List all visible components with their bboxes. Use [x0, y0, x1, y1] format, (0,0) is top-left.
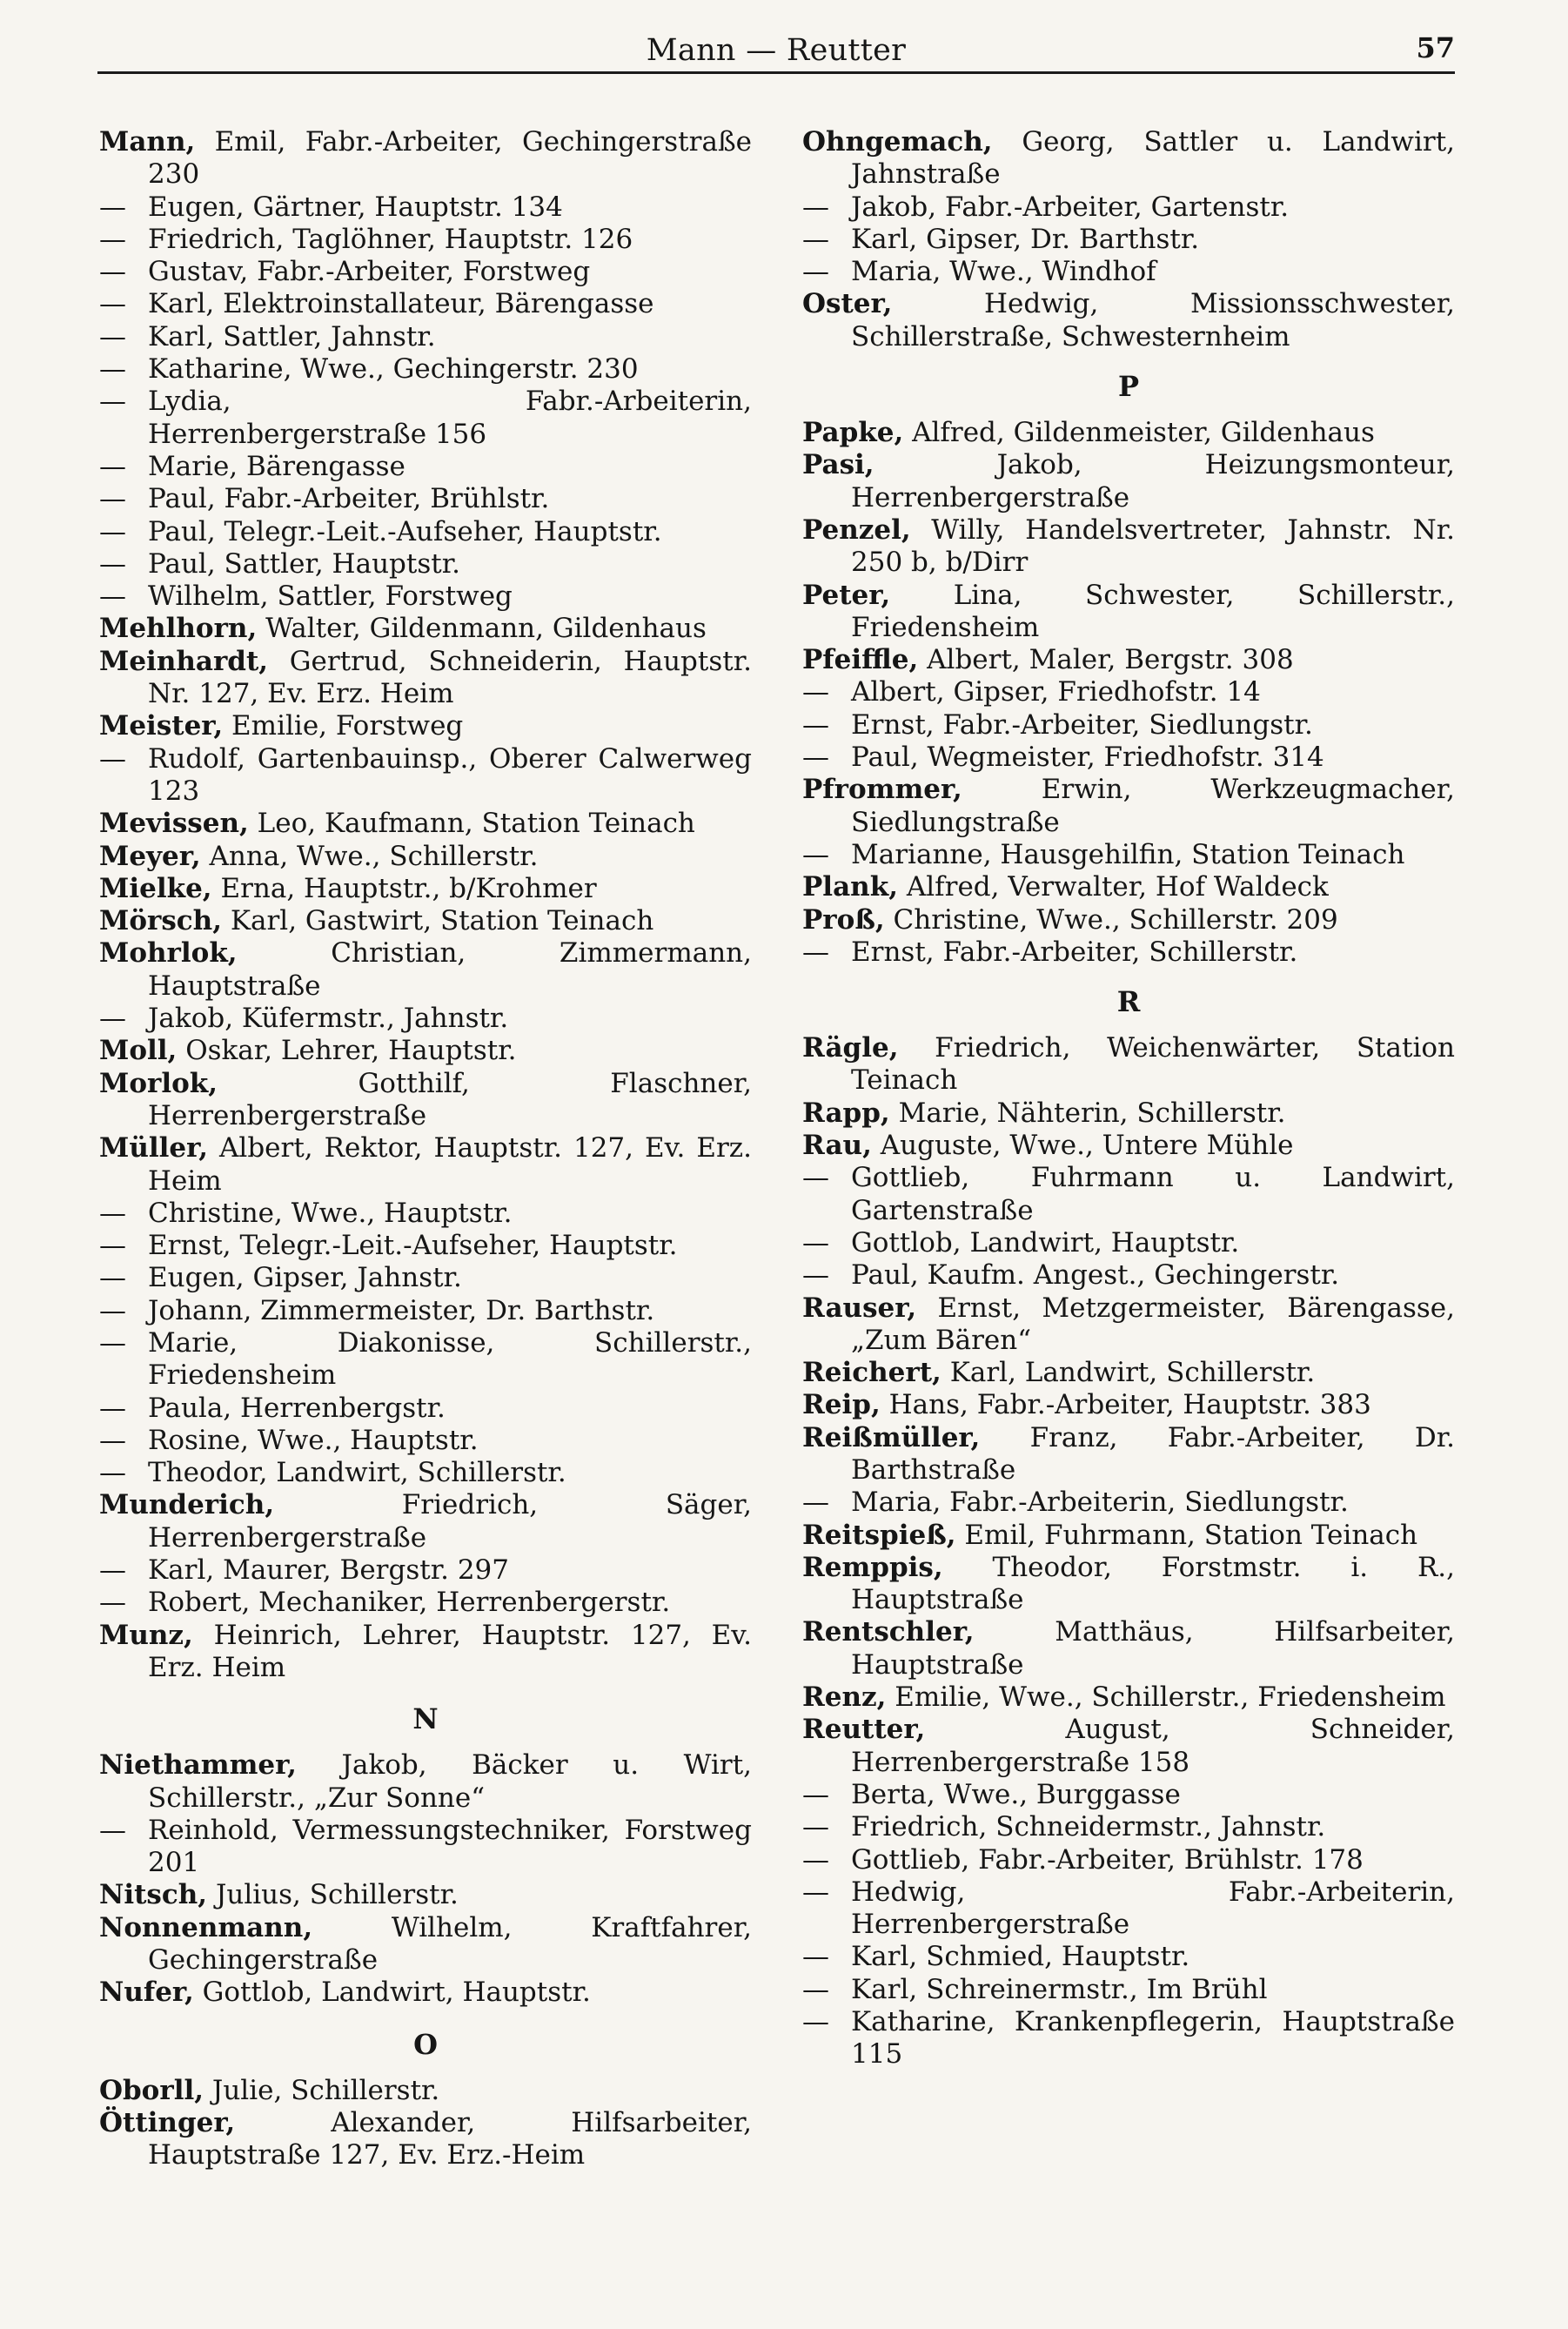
entry-details: Ernst, Metzgermeister, Bärengasse, „Zum Bären“ — [851, 1292, 1455, 1356]
entry-details: Rudolf, Gartenbauinsp., Oberer Calwerweg 123 — [148, 742, 752, 807]
entry-dash: — — [99, 515, 126, 547]
entry-dash: — — [99, 1197, 126, 1229]
entry-details: Christine, Wwe., Schillerstr. 209 — [893, 903, 1338, 936]
entry-details: Karl, Gipser, Dr. Barthstr. — [851, 223, 1200, 255]
directory-subentry — [99, 1262, 752, 1294]
directory-entry — [99, 1620, 752, 1685]
directory-entry — [802, 580, 1455, 645]
entry-details: Friedrich, Weichenwärter, Station Teinach — [851, 1032, 1456, 1097]
directory-subentry — [802, 709, 1455, 742]
entry-surname: Nonnenmann, — [99, 1911, 313, 1943]
entry-dash: — — [99, 223, 126, 255]
directory-subentry — [802, 1227, 1455, 1259]
entry-dash: — — [99, 450, 126, 482]
entry-surname: Pfrommer, — [802, 774, 962, 806]
entry-surname: Reip, — [802, 1389, 881, 1421]
entry-surname: Papke, — [802, 417, 904, 449]
directory-subentry — [99, 516, 752, 548]
entry-details: Paula, Herrenbergstr. — [148, 1392, 446, 1424]
entry-surname: Nitsch, — [99, 1879, 208, 1911]
entry-details: Eugen, Gärtner, Hauptstr. 134 — [148, 191, 563, 223]
entry-surname: Oborll, — [99, 2074, 204, 2106]
entry-details: Karl, Sattler, Jahnstr. — [148, 320, 436, 352]
entry-details: Albert, Maler, Bergstr. 308 — [927, 644, 1294, 676]
entry-details: Erna, Hauptstr., b/Krohmer — [220, 872, 597, 904]
entry-details: Gustav, Fabr.-Arbeiter, Forstweg — [148, 256, 591, 288]
entry-details: Karl, Schmied, Hauptstr. — [851, 1941, 1190, 1973]
directory-subentry — [802, 1487, 1455, 1519]
entry-dash: — — [99, 1392, 126, 1424]
directory-entry — [802, 1422, 1455, 1487]
section-letter: R — [1116, 985, 1141, 1019]
directory-subentry — [802, 2006, 1455, 2071]
entry-details: Theodor, Landwirt, Schillerstr. — [148, 1457, 566, 1489]
directory-entry — [802, 904, 1455, 936]
entry-surname: Plank, — [802, 871, 898, 903]
directory-entry — [802, 1130, 1455, 1162]
entry-details: Emilie, Wwe., Schillerstr., Friedensheim — [895, 1681, 1446, 1714]
entry-details: Paul, Telegr.-Leit.-Aufseher, Hauptstr. — [148, 515, 662, 547]
entry-details: Jakob, Heizungsmonteur, Herrenbergerstraße — [851, 449, 1456, 513]
entry-dash: — — [802, 708, 829, 741]
directory-subentry — [99, 1393, 752, 1425]
directory-subentry — [802, 1974, 1455, 2006]
entry-surname: Oster, — [802, 288, 893, 320]
entry-surname: Munderich, — [99, 1489, 275, 1521]
directory-entry — [802, 871, 1455, 903]
directory-subentry — [99, 288, 752, 320]
entry-dash: — — [802, 936, 829, 968]
entry-dash: — — [802, 1778, 829, 1810]
directory-entry — [99, 2107, 752, 2172]
entry-surname: Mielke, — [99, 872, 212, 904]
entry-dash: — — [99, 1587, 126, 1619]
entry-dash: — — [99, 1003, 126, 1035]
entry-details: Ernst, Telegr.-Leit.-Aufseher, Hauptstr. — [148, 1230, 678, 1262]
entry-details: Walter, Gildenmann, Gildenhaus — [265, 613, 707, 645]
entry-details: Marie, Nähterin, Schillerstr. — [898, 1097, 1286, 1129]
entry-surname: Rägle, — [802, 1032, 899, 1064]
entry-details: Emil, Fabr.-Arbeiter, Gechingerstraße 230 — [148, 126, 752, 191]
directory-entry — [802, 1520, 1455, 1552]
entry-details: Paul, Fabr.-Arbeiter, Brühlstr. — [148, 483, 550, 515]
entry-surname: Rentschler, — [802, 1616, 975, 1648]
directory-subentry — [99, 1003, 752, 1035]
entry-details: Hans, Fabr.-Arbeiter, Hauptstr. 383 — [888, 1389, 1371, 1421]
directory-subentry — [802, 936, 1455, 969]
entry-dash: — — [802, 1487, 829, 1519]
entry-surname: Mörsch, — [99, 905, 222, 937]
entry-surname: Meister, — [99, 710, 224, 742]
directory-subentry — [99, 548, 752, 581]
section-letter: N — [412, 1702, 439, 1736]
directory-subentry — [99, 386, 752, 451]
directory-entry — [99, 1912, 752, 1977]
entry-dash: — — [99, 353, 126, 386]
entry-details: August, Schneider, Herrenbergerstraße 158 — [851, 1714, 1456, 1778]
directory-entry — [802, 288, 1455, 353]
directory-entry — [99, 937, 752, 1003]
entry-surname: Munz, — [99, 1619, 193, 1651]
entry-details: Karl, Elektroinstallateur, Bärengasse — [148, 288, 654, 320]
entry-dash: — — [99, 1262, 126, 1294]
entry-details: Christine, Wwe., Hauptstr. — [148, 1197, 513, 1229]
entry-dash: — — [802, 223, 829, 255]
entry-dash: — — [802, 1226, 829, 1258]
directory-entry — [802, 1292, 1455, 1358]
entry-dash: — — [802, 742, 829, 774]
directory-entry — [99, 1879, 752, 1911]
entry-surname: Morlok, — [99, 1067, 218, 1099]
entry-details: Reinhold, Vermessungstechniker, Forstweg 201 — [148, 1814, 752, 1879]
directory-entry — [99, 1132, 752, 1198]
entry-dash: — — [99, 1457, 126, 1489]
entry-dash: — — [99, 483, 126, 515]
entry-dash: — — [802, 2006, 829, 2038]
entry-surname: Mohrlok, — [99, 937, 238, 970]
directory-entry — [99, 1035, 752, 1067]
directory-entry — [99, 1977, 752, 2009]
entry-details: Robert, Mechaniker, Herrenbergerstr. — [148, 1587, 671, 1619]
entry-dash: — — [99, 1424, 126, 1456]
directory-entry — [802, 126, 1455, 191]
directory-entry — [99, 2075, 752, 2107]
directory-subentry — [802, 839, 1455, 871]
directory-entry — [802, 1552, 1455, 1617]
directory-entry — [99, 646, 752, 711]
directory-entry — [802, 1389, 1455, 1421]
entry-details: Karl, Landwirt, Schillerstr. — [949, 1357, 1316, 1389]
section-letter: O — [413, 2027, 438, 2061]
entry-surname: Mann, — [99, 126, 196, 158]
entry-surname: Mevissen, — [99, 808, 249, 840]
directory-entry — [99, 1489, 752, 1554]
entry-details: Gotthilf, Flaschner, Herrenbergerstraße — [148, 1067, 753, 1131]
directory-subentry — [99, 1230, 752, 1262]
directory-subentry — [99, 321, 752, 353]
directory-subentry — [99, 1327, 752, 1393]
entry-details: Gertrud, Schneiderin, Hauptstr. Nr. 127, Ev. Erz. Heim — [148, 645, 752, 710]
directory-entry — [99, 1749, 752, 1815]
entry-details: Wilhelm, Sattler, Forstweg — [148, 581, 513, 613]
directory-entry — [802, 417, 1455, 449]
directory-entry — [802, 1616, 1455, 1681]
entry-details: Julie, Schillerstr. — [211, 2074, 440, 2106]
entry-dash: — — [99, 1814, 126, 1846]
entry-surname: Pasi, — [802, 449, 874, 481]
entry-details: Matthäus, Hilfsarbeiter, Hauptstraße — [851, 1616, 1455, 1681]
entry-dash: — — [802, 1973, 829, 2005]
directory-entry — [802, 774, 1455, 839]
entry-surname: Ohngemach, — [802, 126, 993, 158]
directory-entry — [99, 841, 752, 873]
entry-details: Theodor, Forstmstr. i. R., Hauptstraße — [851, 1551, 1456, 1616]
directory-entry — [99, 905, 752, 937]
entry-details: Erwin, Werkzeugmacher, Siedlungstraße — [851, 774, 1455, 838]
section-letter: P — [1117, 370, 1140, 404]
entry-details: Georg, Sattler u. Landwirt, Jahnstraße — [851, 126, 1456, 191]
entry-surname: Penzel, — [802, 513, 911, 546]
entry-details: Julius, Schillerstr. — [215, 1879, 459, 1911]
entry-details: Franz, Fabr.-Arbeiter, Dr. Barthstraße — [851, 1421, 1455, 1486]
entry-details: Johann, Zimmermeister, Dr. Barthstr. — [148, 1294, 655, 1326]
entry-details: Albert, Gipser, Friedhofstr. 14 — [851, 676, 1261, 708]
directory-entry — [99, 613, 752, 645]
entry-details: Karl, Schreinermstr., Im Brühl — [851, 1973, 1268, 2005]
directory-subentry — [99, 1425, 752, 1457]
directory-entry — [802, 644, 1455, 676]
directory-subentry — [802, 224, 1455, 256]
entry-details: Maria, Wwe., Windhof — [851, 256, 1156, 288]
entry-details: Alfred, Verwalter, Hof Waldeck — [906, 871, 1329, 903]
directory-subentry — [802, 1779, 1455, 1811]
entry-details: Willy, Handelsvertreter, Jahnstr. Nr. 250 b, b/Dirr — [851, 513, 1455, 579]
entry-details: Gottlieb, Fuhrmann u. Landwirt, Gartenstraße — [851, 1162, 1455, 1226]
directory-entry — [99, 1068, 752, 1133]
entry-details: Anna, Wwe., Schillerstr. — [209, 840, 539, 872]
entry-details: Christian, Zimmermann, Hauptstraße — [148, 937, 752, 1002]
entry-dash: — — [99, 191, 126, 223]
entry-details: Katharine, Wwe., Gechingerstr. 230 — [148, 353, 639, 386]
entry-surname: Mehlhorn, — [99, 613, 258, 645]
right-column — [802, 126, 1455, 2071]
entry-details: Maria, Fabr.-Arbeiterin, Siedlungstr. — [851, 1487, 1349, 1519]
directory-subentry — [802, 742, 1455, 774]
entry-details: Katharine, Krankenpflegerin, Hauptstraße 115 — [851, 2006, 1455, 2071]
entry-dash: — — [99, 1554, 126, 1587]
entry-surname: Meyer, — [99, 840, 201, 872]
entry-details: Hedwig, Fabr.-Arbeiterin, Herrenbergerstraße — [851, 1876, 1455, 1941]
directory-entry — [802, 1681, 1455, 1714]
directory-subentry — [802, 1162, 1455, 1227]
directory-subentry — [802, 1876, 1455, 1942]
entry-details: Ernst, Fabr.-Arbeiter, Siedlungstr. — [851, 708, 1313, 741]
page-number: 57 — [1416, 31, 1455, 64]
entry-dash: — — [99, 547, 126, 580]
left-column — [99, 126, 752, 2172]
entry-surname: Öttinger, — [99, 2106, 236, 2138]
entry-details: Ernst, Fabr.-Arbeiter, Schillerstr. — [851, 936, 1298, 968]
directory-subentry — [99, 743, 752, 809]
directory-subentry — [99, 256, 752, 288]
directory-subentry — [99, 451, 752, 483]
entry-details: Oskar, Lehrer, Hauptstr. — [185, 1035, 517, 1067]
directory-subentry — [99, 224, 752, 256]
directory-subentry — [802, 256, 1455, 288]
entry-details: Gottlob, Landwirt, Hauptstr. — [202, 1977, 591, 2009]
entry-details: Friedrich, Taglöhner, Hauptstr. 126 — [148, 223, 633, 255]
directory-entry — [802, 1097, 1455, 1130]
directory-subentry — [99, 353, 752, 386]
entry-details: Lina, Schwester, Schillerstr., Friedensheim — [851, 579, 1455, 643]
directory-subentry — [99, 1815, 752, 1880]
entry-dash: — — [99, 1326, 126, 1359]
directory-subentry — [802, 1811, 1455, 1843]
entry-surname: Reißmüller, — [802, 1421, 981, 1453]
entry-dash: — — [802, 191, 829, 223]
entry-dash: — — [802, 676, 829, 708]
directory-subentry — [99, 191, 752, 224]
entry-details: Marie, Bärengasse — [148, 450, 405, 482]
entry-details: Paul, Sattler, Hauptstr. — [148, 547, 460, 580]
entry-details: Auguste, Wwe., Untere Mühle — [880, 1130, 1294, 1162]
entry-dash: — — [99, 320, 126, 352]
entry-details: Rosine, Wwe., Hauptstr. — [148, 1424, 479, 1456]
entry-surname: Peter, — [802, 579, 891, 611]
directory-subentry — [99, 581, 752, 613]
entry-details: Gottlieb, Fabr.-Arbeiter, Brühlstr. 178 — [851, 1843, 1364, 1876]
entry-details: Berta, Wwe., Burggasse — [851, 1778, 1181, 1810]
entry-dash: — — [99, 1230, 126, 1262]
directory-entry — [99, 808, 752, 840]
entry-details: Wilhelm, Kraftfahrer, Gechingerstraße — [148, 1911, 752, 1977]
entry-dash: — — [802, 1162, 829, 1194]
directory-subentry — [99, 1295, 752, 1327]
entry-details: Emilie, Forstweg — [231, 710, 464, 742]
directory-subentry — [99, 1554, 752, 1587]
entry-details: Albert, Rektor, Hauptstr. 127, Ev. Erz. Heim — [148, 1132, 752, 1197]
entry-details: Hedwig, Missionsschwester, Schillerstraße, Schwesternheim — [851, 288, 1456, 352]
directory-subentry — [802, 191, 1455, 224]
directory-subentry — [99, 483, 752, 515]
entry-details: Jakob, Küfermstr., Jahnstr. — [148, 1003, 509, 1035]
entry-details: Paul, Wegmeister, Friedhofstr. 314 — [851, 742, 1324, 774]
entry-details: Friedrich, Schneidermstr., Jahnstr. — [851, 1811, 1326, 1843]
entry-surname: Rapp, — [802, 1097, 890, 1129]
directory-subentry — [99, 1457, 752, 1489]
entry-dash: — — [802, 1259, 829, 1292]
directory-entry — [802, 449, 1455, 514]
directory-entry — [802, 514, 1455, 580]
entry-surname: Reutter, — [802, 1714, 926, 1746]
entry-dash: — — [802, 1876, 829, 1908]
entry-details: Marie, Diakonisse, Schillerstr., Friedensheim — [148, 1326, 752, 1392]
entry-details: Friedrich, Säger, Herrenbergerstraße — [148, 1489, 752, 1554]
entry-details: Marianne, Hausgehilfin, Station Teinach — [851, 838, 1405, 870]
directory-entry — [802, 1032, 1455, 1097]
page-header — [97, 26, 1455, 74]
directory-entry — [802, 1714, 1455, 1779]
entry-surname: Meinhardt, — [99, 645, 269, 677]
entry-surname: Proß, — [802, 903, 885, 936]
entry-dash: — — [99, 1294, 126, 1326]
directory-entry — [99, 873, 752, 905]
entry-dash: — — [802, 1941, 829, 1973]
entry-details: Karl, Gastwirt, Station Teinach — [230, 905, 654, 937]
entry-dash: — — [802, 256, 829, 288]
entry-surname: Niethammer, — [99, 1749, 297, 1782]
entry-dash: — — [802, 1843, 829, 1876]
directory-subentry — [99, 1198, 752, 1230]
entry-details: Jakob, Fabr.-Arbeiter, Gartenstr. — [851, 191, 1290, 223]
entry-dash: — — [802, 1811, 829, 1843]
entry-dash: — — [99, 256, 126, 288]
entry-details: Jakob, Bäcker u. Wirt, Schillerstr., „Zur Sonne“ — [148, 1749, 753, 1814]
directory-entry — [99, 126, 752, 191]
entry-details: Eugen, Gipser, Jahnstr. — [148, 1262, 462, 1294]
entry-surname: Nufer, — [99, 1977, 194, 2009]
entry-details: Paul, Kaufm. Angest., Gechingerstr. — [851, 1259, 1340, 1292]
entry-details: Emil, Fuhrmann, Station Teinach — [964, 1519, 1418, 1551]
directory-subentry — [802, 1941, 1455, 1973]
entry-details: Lydia, Fabr.-Arbeiterin, Herrenbergerstraße 156 — [148, 386, 752, 450]
entry-dash: — — [99, 288, 126, 320]
running-head: Mann — Reutter — [646, 33, 907, 68]
entry-dash: — — [99, 581, 126, 613]
directory-entry — [99, 710, 752, 742]
entry-details: Alfred, Gildenmeister, Gildenhaus — [912, 417, 1375, 449]
entry-surname: Remppis, — [802, 1551, 943, 1583]
entry-details: Karl, Maurer, Bergstr. 297 — [148, 1554, 510, 1587]
directory-entry — [802, 1357, 1455, 1389]
entry-surname: Rauser, — [802, 1292, 917, 1324]
directory-subentry — [802, 676, 1455, 708]
entry-surname: Pfeiffle, — [802, 644, 919, 676]
directory-subentry — [802, 1259, 1455, 1292]
entry-surname: Moll, — [99, 1035, 178, 1067]
entry-dash: — — [802, 838, 829, 870]
entry-details: Leo, Kaufmann, Station Teinach — [257, 808, 695, 840]
entry-surname: Reichert, — [802, 1357, 941, 1389]
directory-subentry — [99, 1587, 752, 1619]
entry-surname: Reitspieß, — [802, 1519, 956, 1551]
entry-details: Alexander, Hilfsarbeiter, Hauptstraße 127, Ev. Erz.-Heim — [148, 2106, 752, 2171]
entry-details: Heinrich, Lehrer, Hauptstr. 127, Ev. Erz. Heim — [148, 1619, 752, 1683]
entry-surname: Renz, — [802, 1681, 887, 1714]
entry-surname: Müller, — [99, 1132, 208, 1164]
entry-surname: Rau, — [802, 1130, 872, 1162]
entry-dash: — — [99, 742, 126, 775]
directory-subentry — [802, 1844, 1455, 1876]
entry-details: Gottlob, Landwirt, Hauptstr. — [851, 1226, 1240, 1258]
entry-dash: — — [99, 386, 126, 418]
